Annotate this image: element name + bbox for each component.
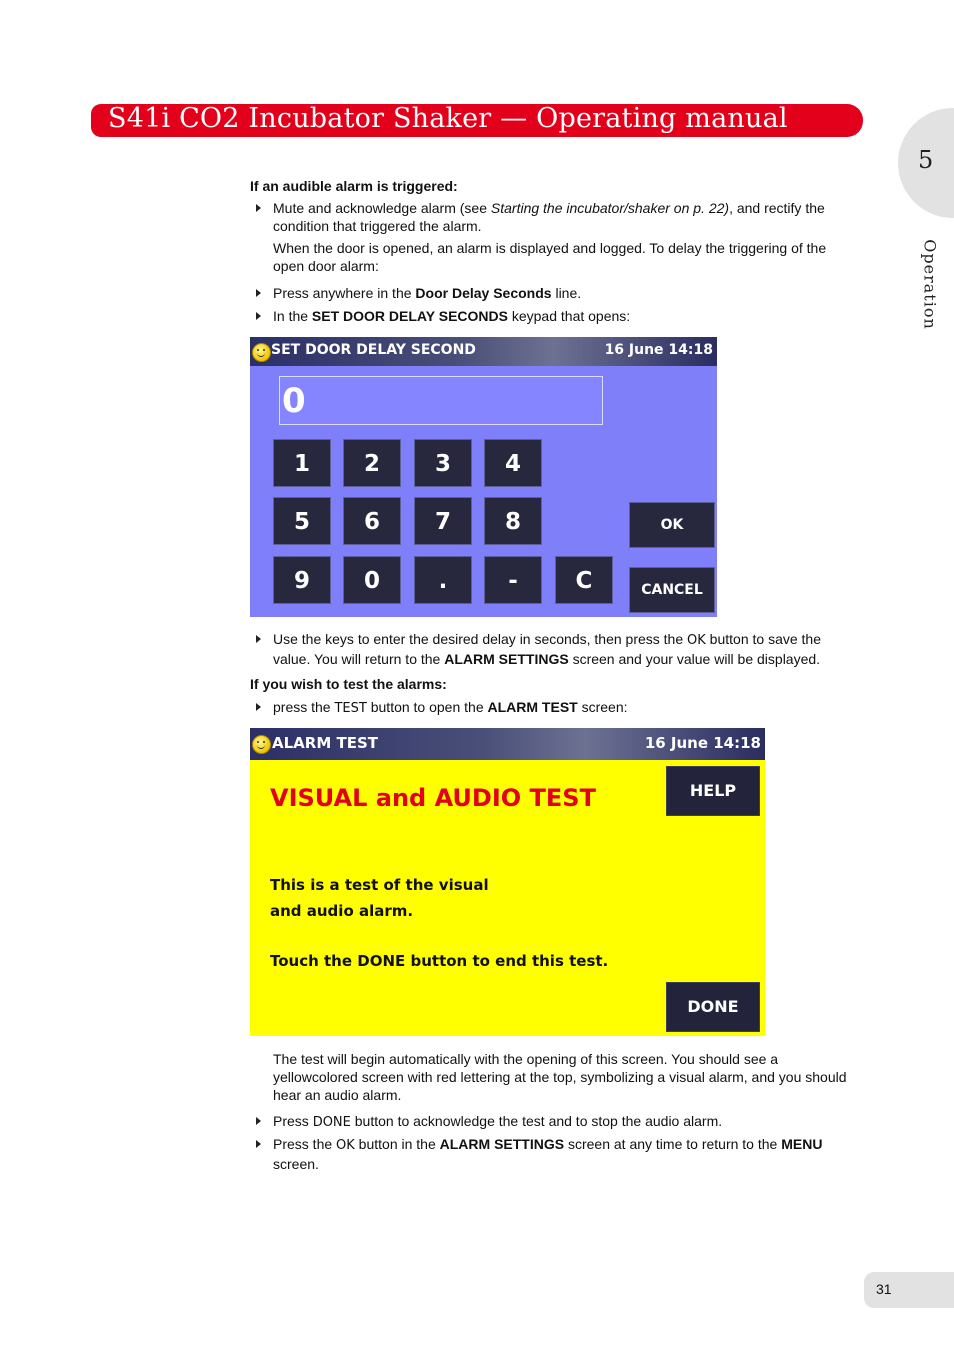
bullet-arrow-icon [256,635,261,643]
key-clear[interactable]: C [555,556,613,604]
key-2[interactable]: 2 [343,439,401,487]
cancel-button[interactable]: CANCEL [629,567,715,613]
alarm-test-screen [250,728,765,1036]
paragraph-door-alarm: When the door is opened, an alarm is displayed and logged. To delay the triggering of the open door alarm: [273,240,827,274]
page-number: 31 [876,1281,892,1297]
keypad-screen-title: SET DOOR DELAY SECOND [271,342,476,358]
bullet-arrow-icon [256,289,261,297]
bullet-arrow-icon [256,1117,261,1125]
paragraph-test-description: The test will begin automatically with the opening of this screen. You should see a yellowcolored screen with red lettering at the top, symbolizing a visual alarm, and you should hear an audio alarm. [273,1051,847,1103]
instruction-press-door-delay: Press anywhere in the Door Delay Seconds line. [273,285,582,301]
key-decimal[interactable]: . [414,556,472,604]
section-heading-audible-alarm: If an audible alarm is triggered: [250,178,458,194]
key-7[interactable]: 7 [414,497,472,545]
key-5[interactable]: 5 [273,497,331,545]
instruction-keypad: In the SET DOOR DELAY SECONDS keypad that opens: [273,308,631,324]
alarm-datetime: 16 June 14:18 [644,734,761,752]
alarm-title-bar [250,728,765,760]
bullet-arrow-icon [256,1140,261,1148]
keypad-datetime: 16 June 14:18 [604,342,713,358]
visual-audio-test-headline: VISUAL and AUDIO TEST [270,784,596,812]
bullet-arrow-icon [256,312,261,320]
key-minus[interactable]: - [484,556,542,604]
bullet-arrow-icon [256,703,261,711]
key-0[interactable]: 0 [343,556,401,604]
alarm-message-line-3: Touch the DONE button to end this test. [270,952,609,970]
document-title: S41i CO2 Incubator Shaker — Operating manual [108,103,788,134]
keypad-title-bar [250,337,717,366]
instruction-return-menu: Press the OK button in the ALARM SETTINGS screen at any time to return to the MENU screen. [273,1136,823,1172]
alarm-message-line-2: and audio alarm. [270,902,414,920]
chapter-label: Operation [920,239,940,330]
done-button[interactable]: DONE [666,982,760,1032]
instruction-press-test: press the TEST button to open the ALARM TEST screen: [273,699,628,716]
alarm-screen-title: ALARM TEST [272,734,378,752]
smiley-icon [252,735,271,754]
help-button[interactable]: HELP [666,766,760,816]
instruction-press-done: Press DONE button to acknowledge the test and to stop the audio alarm. [273,1113,723,1130]
section-heading-test-alarms: If you wish to test the alarms: [250,676,447,692]
instruction-mute-alarm: Mute and acknowledge alarm (see Starting the incubator/shaker on p. 22), and rectify the condition that triggered the alarm. [273,200,825,234]
key-9[interactable]: 9 [273,556,331,604]
delay-value-display[interactable]: 0 [279,376,603,425]
key-8[interactable]: 8 [484,497,542,545]
ok-button[interactable]: OK [629,502,715,548]
key-3[interactable]: 3 [414,439,472,487]
smiley-icon [252,343,271,362]
keypad-screen [250,337,717,617]
cross-reference-link[interactable]: Starting the incubator/shaker on p. 22) [490,200,730,216]
key-4[interactable]: 4 [484,439,542,487]
bullet-arrow-icon [256,204,261,212]
key-6[interactable]: 6 [343,497,401,545]
key-1[interactable]: 1 [273,439,331,487]
alarm-message-line-1: This is a test of the visual [270,876,489,894]
instruction-enter-delay: Use the keys to enter the desired delay in seconds, then press the OK button to save the value. You will return to the ALARM SETTINGS screen and your value will be displayed. [273,631,821,667]
chapter-number: 5 [918,146,934,174]
